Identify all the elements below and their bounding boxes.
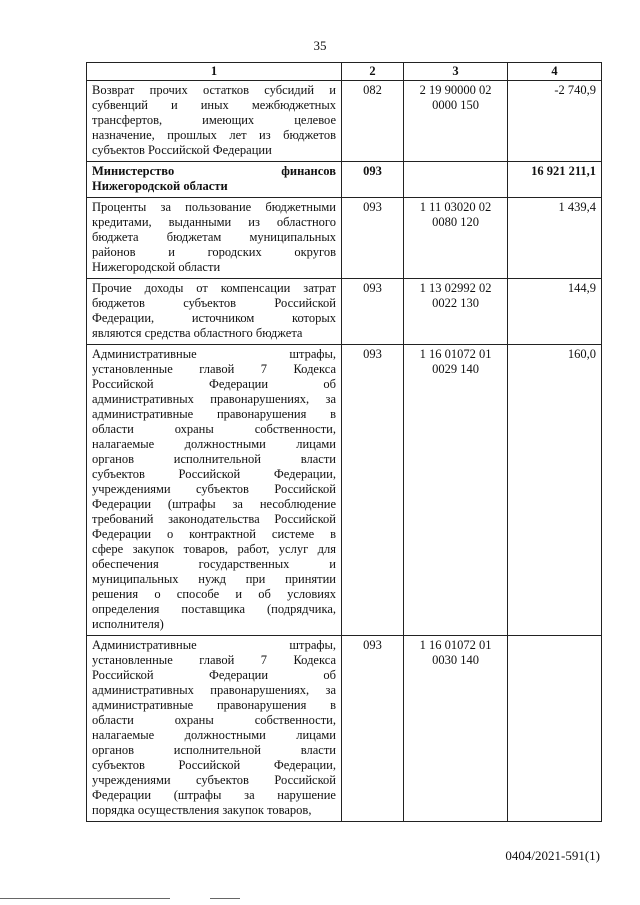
row-kbk-line: 0022 130 <box>432 296 479 310</box>
row-kbk-cell <box>404 198 508 279</box>
row-name-line: районов и городских округов <box>92 245 336 259</box>
row-name-cell <box>87 162 342 198</box>
row-name-line: трансфертов, имеющих целевое <box>92 113 336 127</box>
row-kbk-line: 1 13 02992 02 <box>419 281 492 295</box>
row-name-line: субвенций и иных межбюджетных <box>92 98 336 112</box>
row-name-cell <box>87 279 342 345</box>
row-name-line: налагаемые должностными лицами <box>92 728 336 742</box>
row-name-line: субъектов Российской Федерации, <box>92 467 336 481</box>
row-name-line: административных правонарушениях, за <box>92 392 336 406</box>
header-row <box>87 63 602 81</box>
row-name-line: исполнителя) <box>92 617 164 631</box>
row-name-line: Возврат прочих остатков субсидий и <box>92 83 336 97</box>
table-row <box>87 279 602 345</box>
row-name-cell <box>87 345 342 636</box>
revenue-table <box>86 62 602 822</box>
row-admin-code: 093 <box>342 345 404 636</box>
row-name-line: Административные штрафы, <box>92 638 336 652</box>
row-name-line: административные правонарушения в <box>92 407 336 421</box>
row-name-line: административные правонарушения в <box>92 698 336 712</box>
row-name-line: Федерации о контрактной системе в <box>92 527 336 541</box>
header-col-amount: 4 <box>508 63 602 81</box>
row-admin-code: 093 <box>342 636 404 822</box>
row-admin-code: 093 <box>342 198 404 279</box>
row-name-line: административных правонарушениях, за <box>92 683 336 697</box>
row-kbk-cell <box>404 279 508 345</box>
row-admin-code: 093 <box>342 162 404 198</box>
row-amount: 160,0 <box>508 345 602 636</box>
row-name-cell <box>87 636 342 822</box>
row-name-line: Нижегородской области <box>92 260 221 274</box>
row-name-line: определения поставщика (подрядчика, <box>92 602 336 616</box>
header-col-name: 1 <box>87 63 342 81</box>
row-name-line: установленные главой 7 Кодекса <box>92 362 336 376</box>
row-name-line: Прочие доходы от компенсации затрат <box>92 281 336 295</box>
row-admin-code: 082 <box>342 81 404 162</box>
row-kbk-line: 0030 140 <box>432 653 479 667</box>
table-row <box>87 81 602 162</box>
table-row <box>87 345 602 636</box>
row-kbk-line: 1 16 01072 01 <box>419 638 492 652</box>
row-name-line: решения о способе и об условиях <box>92 587 336 601</box>
row-name-line: кредитами, выданными из областного <box>92 215 336 229</box>
row-kbk-cell <box>404 345 508 636</box>
row-name-line: области охраны собственности, <box>92 422 336 436</box>
row-name-line: Нижегородской области <box>92 179 228 193</box>
row-name-line: Административные штрафы, <box>92 347 336 361</box>
row-name-line: органов исполнительной власти <box>92 743 336 757</box>
header-col-admin-code: 2 <box>342 63 404 81</box>
table-body <box>87 81 602 822</box>
row-name-line: обеспечения государственных и <box>92 557 336 571</box>
row-kbk-line: 0000 150 <box>432 98 479 112</box>
row-name-cell <box>87 81 342 162</box>
table-row <box>87 636 602 822</box>
row-name-line: учреждениями субъектов Российской <box>92 482 336 496</box>
footer-rule-short <box>210 898 240 899</box>
row-name-line: установленные главой 7 Кодекса <box>92 653 336 667</box>
row-name-line: Федерации (штрафы за несоблюдение <box>92 497 336 511</box>
row-amount: 144,9 <box>508 279 602 345</box>
row-kbk-cell <box>404 162 508 198</box>
row-name-line: субъектов Российской Федерации <box>92 143 272 157</box>
row-kbk-line: 2 19 90000 02 <box>419 83 492 97</box>
row-name-line: Федерации (штрафы за нарушение <box>92 788 336 802</box>
row-name-line: области охраны собственности, <box>92 713 336 727</box>
row-amount: -2 740,9 <box>508 81 602 162</box>
header-col-kbk: 3 <box>404 63 508 81</box>
row-kbk-cell <box>404 636 508 822</box>
row-name-line: являются средства областного бюджета <box>92 326 303 340</box>
row-name-line: налагаемые должностными лицами <box>92 437 336 451</box>
row-kbk-line: 0080 120 <box>432 215 479 229</box>
row-amount: 1 439,4 <box>508 198 602 279</box>
row-amount <box>508 636 602 822</box>
row-name-line: учреждениями субъектов Российской <box>92 773 336 787</box>
table-row <box>87 162 602 198</box>
row-kbk-line: 0029 140 <box>432 362 479 376</box>
row-name-line: органов исполнительной власти <box>92 452 336 466</box>
document-number: 0404/2021-591(1) <box>505 848 600 863</box>
row-name-line: бюджетов субъектов Российской <box>92 296 336 310</box>
row-amount: 16 921 211,1 <box>508 162 602 198</box>
row-kbk-cell <box>404 81 508 162</box>
row-name-line: требований законодательства Российской <box>92 512 336 526</box>
table-row <box>87 198 602 279</box>
row-name-line: сфере закупок товаров, работ, услуг для <box>92 542 336 556</box>
row-name-line: назначение, прошлых лет из бюджетов <box>92 128 336 142</box>
table-header <box>87 63 602 81</box>
row-name-line: порядка осуществления закупок товаров, <box>92 803 312 817</box>
row-name-cell <box>87 198 342 279</box>
row-name-line: Министерство финансов <box>92 164 336 178</box>
row-kbk-line: 1 11 03020 02 <box>419 200 492 214</box>
row-name-line: муниципальных нужд при принятии <box>92 572 336 586</box>
row-name-line: Российской Федерации об <box>92 377 336 391</box>
row-kbk-line: 1 16 01072 01 <box>419 347 492 361</box>
row-name-line: бюджета бюджетам муниципальных <box>92 230 336 244</box>
page-number: 35 <box>313 38 327 53</box>
row-name-line: Проценты за пользование бюджетными <box>92 200 336 214</box>
row-name-line: субъектов Российской Федерации, <box>92 758 336 772</box>
row-name-line: Федерации, источником которых <box>92 311 336 325</box>
row-admin-code: 093 <box>342 279 404 345</box>
footer-rule <box>0 898 170 899</box>
row-name-line: Российской Федерации об <box>92 668 336 682</box>
